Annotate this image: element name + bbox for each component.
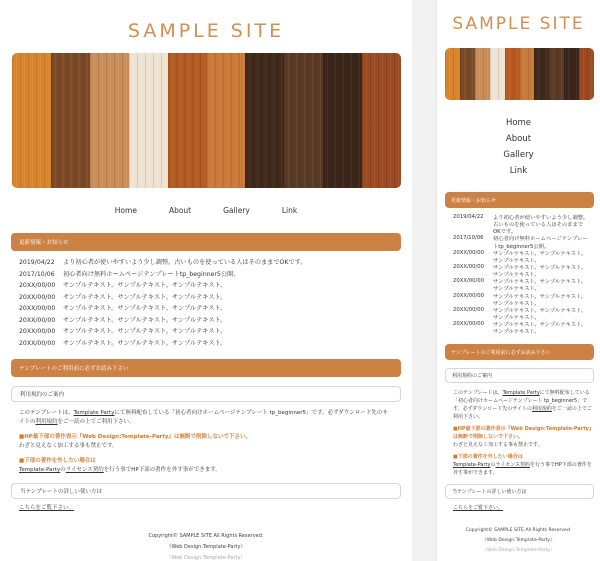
news-item bbox=[453, 215, 600, 236]
usage-link[interactable]: こちらをご覧下さい。 bbox=[19, 504, 75, 511]
terms-text: このテンプレートは、 bbox=[453, 390, 503, 397]
nav-about[interactable]: About bbox=[505, 134, 532, 144]
news-item bbox=[453, 251, 600, 265]
news-text: サンプルテキスト。サンプルテキスト。サンプルテキスト。 bbox=[63, 305, 227, 312]
footer-credit[interactable]: 《Web Design:Template-Party》 bbox=[482, 538, 555, 544]
license-paragraph bbox=[19, 466, 392, 475]
wood-plank bbox=[475, 48, 490, 100]
news-date: 20XX/00/00 bbox=[19, 339, 56, 347]
news-item bbox=[453, 236, 600, 250]
news-list bbox=[453, 215, 600, 336]
news-text: サンプルテキスト。サンプルテキスト。サンプルテキスト。 bbox=[63, 282, 227, 289]
wood-plank bbox=[564, 48, 579, 100]
license-text: を行う事でHP下部の著作を外す事ができます。 bbox=[453, 462, 592, 477]
footer-credit-faded: 《Web Design:Template-Party》 bbox=[482, 548, 555, 554]
news-date: 2017/10/06 bbox=[19, 270, 55, 278]
main-nav bbox=[437, 118, 600, 176]
main-nav bbox=[0, 206, 412, 215]
news-date: 20XX/00/00 bbox=[453, 306, 485, 313]
wood-plank bbox=[284, 53, 323, 188]
news-text: サンプルテキスト。サンプルテキスト。サンプルテキスト。 bbox=[493, 307, 587, 321]
license-heading: ■下部の著作を外したい場合は bbox=[19, 458, 96, 465]
news-text: サンプルテキスト。サンプルテキスト。サンプルテキスト。 bbox=[493, 279, 587, 293]
hero-image bbox=[12, 53, 401, 188]
wood-plank bbox=[362, 53, 401, 188]
news-date: 20XX/00/00 bbox=[19, 293, 56, 301]
nav-gallery[interactable]: Gallery bbox=[223, 206, 250, 215]
wood-plank bbox=[129, 53, 168, 188]
news-date: 20XX/00/00 bbox=[19, 305, 56, 312]
copyright: Copyright© SAMPLE SITE All Rights Reserved. bbox=[465, 528, 572, 534]
news-text: サンプルテキスト。サンプルテキスト。サンプルテキスト。 bbox=[493, 322, 587, 336]
footer bbox=[437, 528, 600, 553]
template-heading: テンプレートのご利用前に必ずお読み下さい bbox=[11, 359, 401, 377]
news-text: 初心者向け無料ホームページテンプレートtp_beginner5公開。 bbox=[63, 270, 240, 278]
license-text: を行う事でHP下部の著作を外す事ができます。 bbox=[103, 466, 221, 473]
credit-notice-text: わざと見えなく加工する事も禁止です。 bbox=[453, 442, 543, 449]
news-text: サンプルテキスト。サンプルテキスト。サンプルテキスト。 bbox=[493, 264, 587, 279]
usage-box: 当テンプレートの詳しい使い方は bbox=[445, 484, 594, 499]
wood-plank bbox=[579, 48, 594, 100]
news-date: 20XX/00/00 bbox=[19, 282, 56, 289]
news-text: 初心者向け無料ホームページテンプレートtp_beginner5公開。 bbox=[493, 236, 588, 250]
terms-link[interactable]: 利用規約 bbox=[531, 406, 552, 413]
wood-plank bbox=[245, 53, 284, 188]
site-title[interactable]: SAMPLE SITE bbox=[452, 14, 585, 34]
terms-paragraph bbox=[19, 409, 392, 427]
news-date: 20XX/00/00 bbox=[453, 249, 485, 256]
news-item bbox=[19, 329, 412, 341]
news-list bbox=[19, 260, 412, 352]
news-date: 20XX/00/00 bbox=[453, 321, 485, 328]
news-text: サンプルテキスト。サンプルテキスト。サンプルテキスト。 bbox=[63, 328, 227, 335]
template-party-link[interactable]: Template Party bbox=[73, 410, 115, 416]
footer-credit-faded: 《Web Design:Template-Party》 bbox=[166, 554, 246, 561]
terms-text: をご一読の上でご利用下さい。 bbox=[453, 406, 592, 421]
terms-text: にて無料配布している「初心者向けホームページテンプレート tp_beginner5」です。必ずダウンロード先のサイトの bbox=[19, 410, 388, 425]
template-party-link[interactable]: Template-Party bbox=[453, 462, 491, 469]
news-date: 2019/04/22 bbox=[453, 214, 484, 220]
wood-plank bbox=[520, 48, 535, 100]
site-title[interactable]: SAMPLE SITE bbox=[127, 20, 285, 42]
news-text: サンプルテキスト。サンプルテキスト。サンプルテキスト。 bbox=[493, 250, 587, 264]
hero-image bbox=[445, 48, 594, 100]
footer-credit[interactable]: 《Web Design:Template-Party》 bbox=[166, 543, 246, 550]
wood-plank bbox=[51, 53, 90, 188]
terms-text: このテンプレートは、 bbox=[19, 410, 74, 416]
wood-plank bbox=[549, 48, 564, 100]
license-heading: ■下部の著作を外したい場合は bbox=[453, 454, 523, 461]
wood-plank bbox=[505, 48, 520, 100]
wood-plank bbox=[90, 53, 129, 188]
terms-text: にて無料配布している「初心者向けホームページテンプレート tp_beginner5」です。必ずダウンロード先のサイトの bbox=[453, 390, 590, 413]
news-item bbox=[453, 308, 600, 322]
footer bbox=[0, 533, 412, 561]
license-text: の bbox=[60, 466, 66, 473]
news-item bbox=[453, 294, 600, 308]
news-text: サンプルテキスト。サンプルテキスト。サンプルテキスト。 bbox=[493, 293, 587, 307]
wood-plank bbox=[534, 48, 549, 100]
terms-box: 利用規約のご案内 bbox=[11, 386, 401, 402]
news-item bbox=[453, 265, 600, 279]
template-party-link[interactable]: Template Party bbox=[502, 390, 540, 397]
news-date: 20XX/00/00 bbox=[19, 316, 56, 324]
wood-plank bbox=[168, 53, 207, 188]
credit-notice-text: わざと見えなく加工する事も禁止です。 bbox=[19, 443, 118, 450]
template-heading: テンプレートのご利用前に必ずお読み下さい bbox=[445, 344, 594, 360]
mobile-layout bbox=[436, 0, 600, 561]
wood-plank bbox=[460, 48, 475, 100]
news-text: より初心者が使いやすいよう少し調整。古いものを使っている人はそのままでOKです。 bbox=[493, 215, 589, 236]
news-date: 20XX/00/00 bbox=[453, 278, 485, 285]
license-link[interactable]: ライセンス契約 bbox=[495, 462, 531, 469]
news-item bbox=[453, 322, 600, 336]
news-text: サンプルテキスト。サンプルテキスト。サンプルテキスト。 bbox=[63, 293, 227, 301]
news-item bbox=[19, 341, 412, 353]
nav-home[interactable]: Home bbox=[505, 118, 532, 128]
usage-box: 当テンプレートの詳しい使い方は bbox=[11, 483, 401, 499]
wood-plank bbox=[207, 53, 246, 188]
news-date: 20XX/00/00 bbox=[19, 328, 56, 335]
news-item bbox=[19, 306, 412, 318]
license-link[interactable]: ライセンス契約 bbox=[65, 466, 104, 473]
terms-paragraph bbox=[453, 389, 592, 421]
credit-notice-heading: ■HP最下部の著作表示『Web Design:Template-Party』は無断で削除しないで下さい。 bbox=[19, 433, 251, 440]
wood-plank bbox=[323, 53, 362, 188]
wood-plank bbox=[445, 48, 460, 100]
news-text: サンプルテキスト。サンプルテキスト。サンプルテキスト。 bbox=[63, 316, 227, 324]
news-item bbox=[453, 279, 600, 293]
news-text: サンプルテキスト。サンプルテキスト。サンプルテキスト。 bbox=[63, 339, 227, 347]
nav-link[interactable]: Link bbox=[509, 166, 528, 176]
credit-notice-heading: ■HP最下部の著作表示『Web Design:Template-Party』は無断で削除しないで下さい。 bbox=[453, 426, 592, 441]
news-item bbox=[19, 283, 412, 295]
copyright: Copyright© SAMPLE SITE All Rights Reserved. bbox=[148, 532, 264, 539]
news-item bbox=[19, 260, 412, 272]
nav-about[interactable]: About bbox=[168, 206, 192, 215]
template-party-link[interactable]: Template-Party bbox=[19, 466, 61, 473]
news-date: 2019/04/22 bbox=[19, 259, 55, 266]
usage-link[interactable]: こちらをご覧下さい。 bbox=[453, 505, 504, 512]
news-heading: 更新情報・お知らせ bbox=[445, 192, 594, 208]
terms-box: 利用規約のご案内 bbox=[445, 368, 594, 383]
terms-text: をご一読の上でご利用下さい。 bbox=[57, 418, 135, 425]
news-text: より初心者が使いやすいよう少し調整。古いものを使っている人はそのままでOKです。 bbox=[63, 259, 307, 266]
news-date: 2017/10/06 bbox=[453, 235, 484, 242]
news-date: 20XX/00/00 bbox=[453, 292, 485, 299]
license-paragraph bbox=[453, 461, 592, 477]
nav-home[interactable]: Home bbox=[114, 206, 137, 215]
nav-gallery[interactable]: Gallery bbox=[503, 150, 534, 160]
nav-link[interactable]: Link bbox=[281, 206, 298, 215]
wood-plank bbox=[12, 53, 51, 188]
license-text: の bbox=[490, 462, 496, 469]
terms-link[interactable]: 利用規約 bbox=[35, 418, 58, 425]
wood-plank bbox=[490, 48, 505, 100]
news-heading: 更新情報・お知らせ bbox=[11, 233, 401, 251]
news-date: 20XX/00/00 bbox=[453, 263, 485, 270]
